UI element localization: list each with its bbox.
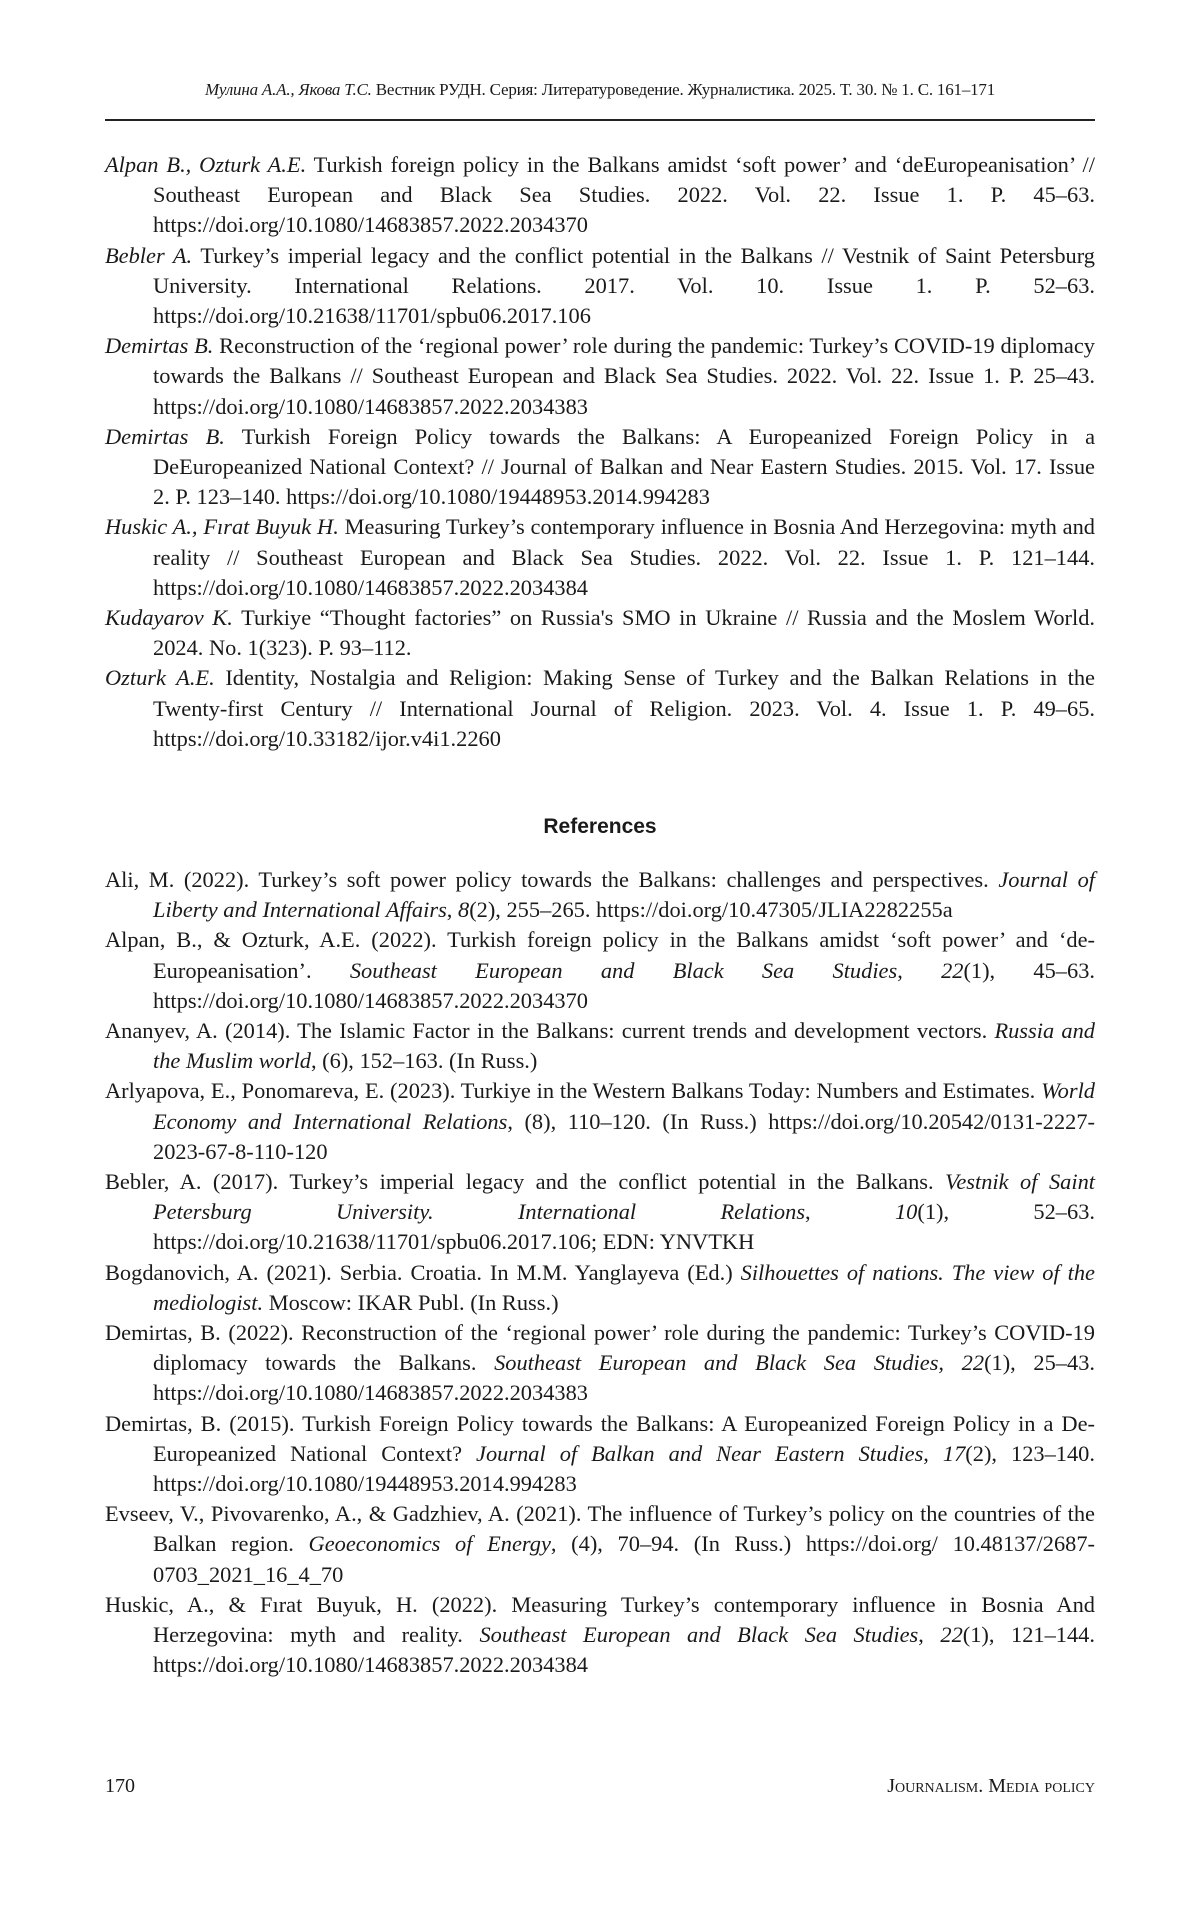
reference-entry xyxy=(105,422,1095,513)
reference-italic-text: Southeast European and Black Sea Studies xyxy=(479,1622,918,1647)
reference-italic-text: Demirtas B. xyxy=(105,333,213,358)
reference-italic-text: 10 xyxy=(895,1199,917,1224)
reference-italic-text: 17 xyxy=(943,1441,965,1466)
reference-entry xyxy=(105,331,1095,422)
reference-italic-text: 8 xyxy=(458,897,469,922)
journal-section: Journalism. Media policy xyxy=(887,1775,1095,1798)
reference-text: Bebler, A. (2017). Turkey’s imperial legacy and the conflict potential in the Balkans. xyxy=(105,1169,945,1194)
reference-italic-text: Southeast European and Black Sea Studies, 22 xyxy=(494,1350,984,1375)
reference-italic-text: Vestnik of Saint Petersburg University. International Relations xyxy=(153,1169,1095,1224)
reference-italic-text: 22 xyxy=(940,1622,962,1647)
reference-text: Arlyapova, E., Ponomareva, E. (2023). Turkiye in the Western Balkans Today: Numbers and Estimates. xyxy=(105,1078,1041,1103)
header-citation: Вестник РУДН. Серия: Литературоведение. Журналистика. 2025. Т. 30. № 1. С. 161–171 xyxy=(372,80,995,99)
reference-text: , xyxy=(805,1199,895,1224)
header-authors: Мулина А.А., Якова Т.С. xyxy=(205,80,372,99)
reference-italic-text: Journal of Liberty and International Affairs xyxy=(153,867,1095,922)
reference-italic-text: Geoeconomics of Energy xyxy=(309,1531,551,1556)
reference-entry xyxy=(105,865,1095,925)
references-list xyxy=(105,865,1095,1680)
reference-text: Ananyev, A. (2014). The Islamic Factor in the Balkans: current trends and development vectors. xyxy=(105,1018,994,1043)
reference-text: Turkish Foreign Policy towards the Balkans: A Europeanized Foreign Policy in a DeEuropeanized National Context? // Journal of Balkan and Near Eastern Studies. 2015. Vol. 17. Issue 2. P. 123–140. https://doi.org/10.1080/19448953.2014.994283 xyxy=(153,424,1095,509)
header-rule xyxy=(105,119,1095,121)
reference-text: , xyxy=(447,897,458,922)
reference-text: , xyxy=(923,1441,943,1466)
reference-italic-text: Ozturk A.E. xyxy=(105,665,215,690)
reference-entry xyxy=(105,1016,1095,1076)
reference-text: Turkiye “Thought factories” on Russia's SMO in Ukraine // Russia and the Moslem World. 2024. No. 1(323). P. 93–112. xyxy=(153,605,1095,660)
reference-italic-text: Journal of Balkan and Near Eastern Studies xyxy=(476,1441,923,1466)
reference-text: Turkish foreign policy in the Balkans amidst ‘soft power’ and ‘deEuropeanisation’ // Southeast European and Black Sea Studies. 2022. Vol. 22. Issue 1. P. 45–63. https://doi.org/10.1080/14683857.2022.2034370 xyxy=(153,152,1095,237)
page-number: 170 xyxy=(105,1775,135,1798)
reference-entry xyxy=(105,925,1095,1016)
reference-italic-text: World Economy and International Relations xyxy=(153,1078,1095,1133)
reference-text: , (8), 110–120. (In Russ.) https://doi.org/10.20542/0131-2227-2023-67-8-110-120 xyxy=(153,1109,1095,1164)
russian-reference-list xyxy=(105,150,1095,754)
reference-entry xyxy=(105,663,1095,754)
reference-italic-text: 22 xyxy=(941,958,963,983)
reference-text: (2), 255–265. https://doi.org/10.47305/JLIA2282255a xyxy=(469,897,952,922)
reference-text: (2), 123–140. https://doi.org/10.1080/19448953.2014.994283 xyxy=(153,1441,1095,1496)
reference-text: Turkey’s imperial legacy and the conflict potential in the Balkans // Vestnik of Saint Petersburg University. International Relations. 2017. Vol. 10. Issue 1. P. 52–63. https://doi.org/10.21638/11701/spbu06.2017.106 xyxy=(153,243,1095,328)
reference-text: Reconstruction of the ‘regional power’ role during the pandemic: Turkey’s COVID-19 diplomacy towards the Balkans // Southeast European and Black Sea Studies. 2022. Vol. 22. Issue 1. P. 25–43. https://doi.org/10.1080/14683857.2022.2034383 xyxy=(153,333,1095,418)
reference-entry xyxy=(105,1258,1095,1318)
reference-text: Demirtas, B. (2015). Turkish Foreign Policy towards the Balkans: A Europeanized Foreign Policy in a De-Europeanized National Context? xyxy=(105,1411,1095,1466)
reference-italic-text: Silhouettes of nations. The view of the mediologist. xyxy=(153,1260,1095,1315)
reference-entry xyxy=(105,150,1095,241)
references-heading: References xyxy=(105,815,1095,839)
reference-text: (1), 52–63. https://doi.org/10.21638/11701/spbu06.2017.106; EDN: YNVTKH xyxy=(153,1199,1095,1254)
reference-text: (1), 25–43. https://doi.org/10.1080/14683857.2022.2034383 xyxy=(153,1350,1095,1405)
reference-italic-text: Russia and the Muslim world xyxy=(153,1018,1095,1073)
reference-text: Huskic, A., & Fırat Buyuk, H. (2022). Measuring Turkey’s contemporary influence in Bosnia And Herzegovina: myth and reality. xyxy=(105,1592,1095,1647)
reference-text: Measuring Turkey’s contemporary influence in Bosnia And Herzegovina: myth and reality // Southeast European and Black Sea Studies. 2022. Vol. 22. Issue 1. P. 121–144. https://doi.org/10.1080/14683857.2022.2034384 xyxy=(153,514,1095,599)
reference-entry xyxy=(105,1076,1095,1167)
reference-text: Ali, M. (2022). Turkey’s soft power policy towards the Balkans: challenges and perspectives. xyxy=(105,867,998,892)
reference-entry xyxy=(105,241,1095,332)
page-footer xyxy=(105,1775,1095,1798)
reference-text: , xyxy=(918,1622,940,1647)
reference-italic-text: Southeast European and Black Sea Studies xyxy=(350,958,897,983)
running-header xyxy=(105,80,1095,100)
reference-entry xyxy=(105,1409,1095,1500)
reference-text: Moscow: IKAR Publ. (In Russ.) xyxy=(263,1290,558,1315)
reference-italic-text: Demirtas B. xyxy=(105,424,225,449)
reference-italic-text: Alpan B., Ozturk A.E. xyxy=(105,152,306,177)
reference-italic-text: Huskic A., Fırat Buyuk H. xyxy=(105,514,339,539)
reference-italic-text: Kudayarov K. xyxy=(105,605,233,630)
reference-text: , (6), 152–163. (In Russ.) xyxy=(311,1048,537,1073)
reference-entry xyxy=(105,512,1095,603)
reference-text: Alpan, B., & Ozturk, A.E. (2022). Turkish foreign policy in the Balkans amidst ‘soft power’ and ‘de-Europeanisation’. xyxy=(105,927,1095,982)
reference-text: (1), 121–144. https://doi.org/10.1080/14683857.2022.2034384 xyxy=(153,1622,1095,1677)
reference-text: Evseev, V., Pivovarenko, A., & Gadzhiev, A. (2021). The influence of Turkey’s policy on the countries of the Balkan region. xyxy=(105,1501,1095,1556)
reference-entry xyxy=(105,603,1095,663)
reference-entry xyxy=(105,1318,1095,1409)
reference-text: Demirtas, B. (2022). Reconstruction of the ‘regional power’ role during the pandemic: Turkey’s COVID-19 diplomacy towards the Balkans. xyxy=(105,1320,1095,1375)
reference-text: , xyxy=(897,958,941,983)
reference-entry xyxy=(105,1499,1095,1590)
reference-text: Bogdanovich, A. (2021). Serbia. Croatia. In M.M. Yanglayeva (Ed.) xyxy=(105,1260,741,1285)
reference-text: (1), 45–63. https://doi.org/10.1080/14683857.2022.2034370 xyxy=(153,958,1095,1013)
reference-entry xyxy=(105,1590,1095,1681)
reference-text: Identity, Nostalgia and Religion: Making Sense of Turkey and the Balkan Relations in the Twenty-first Century // International Journal of Religion. 2023. Vol. 4. Issue 1. P. 49–65. https://doi.org/10.33182/ijor.v4i1.2260 xyxy=(153,665,1095,750)
reference-text: , (4), 70–94. (In Russ.) https://doi.org/ 10.48137/2687-0703_2021_16_4_70 xyxy=(153,1531,1095,1586)
reference-italic-text: Bebler A. xyxy=(105,243,192,268)
reference-entry xyxy=(105,1167,1095,1258)
